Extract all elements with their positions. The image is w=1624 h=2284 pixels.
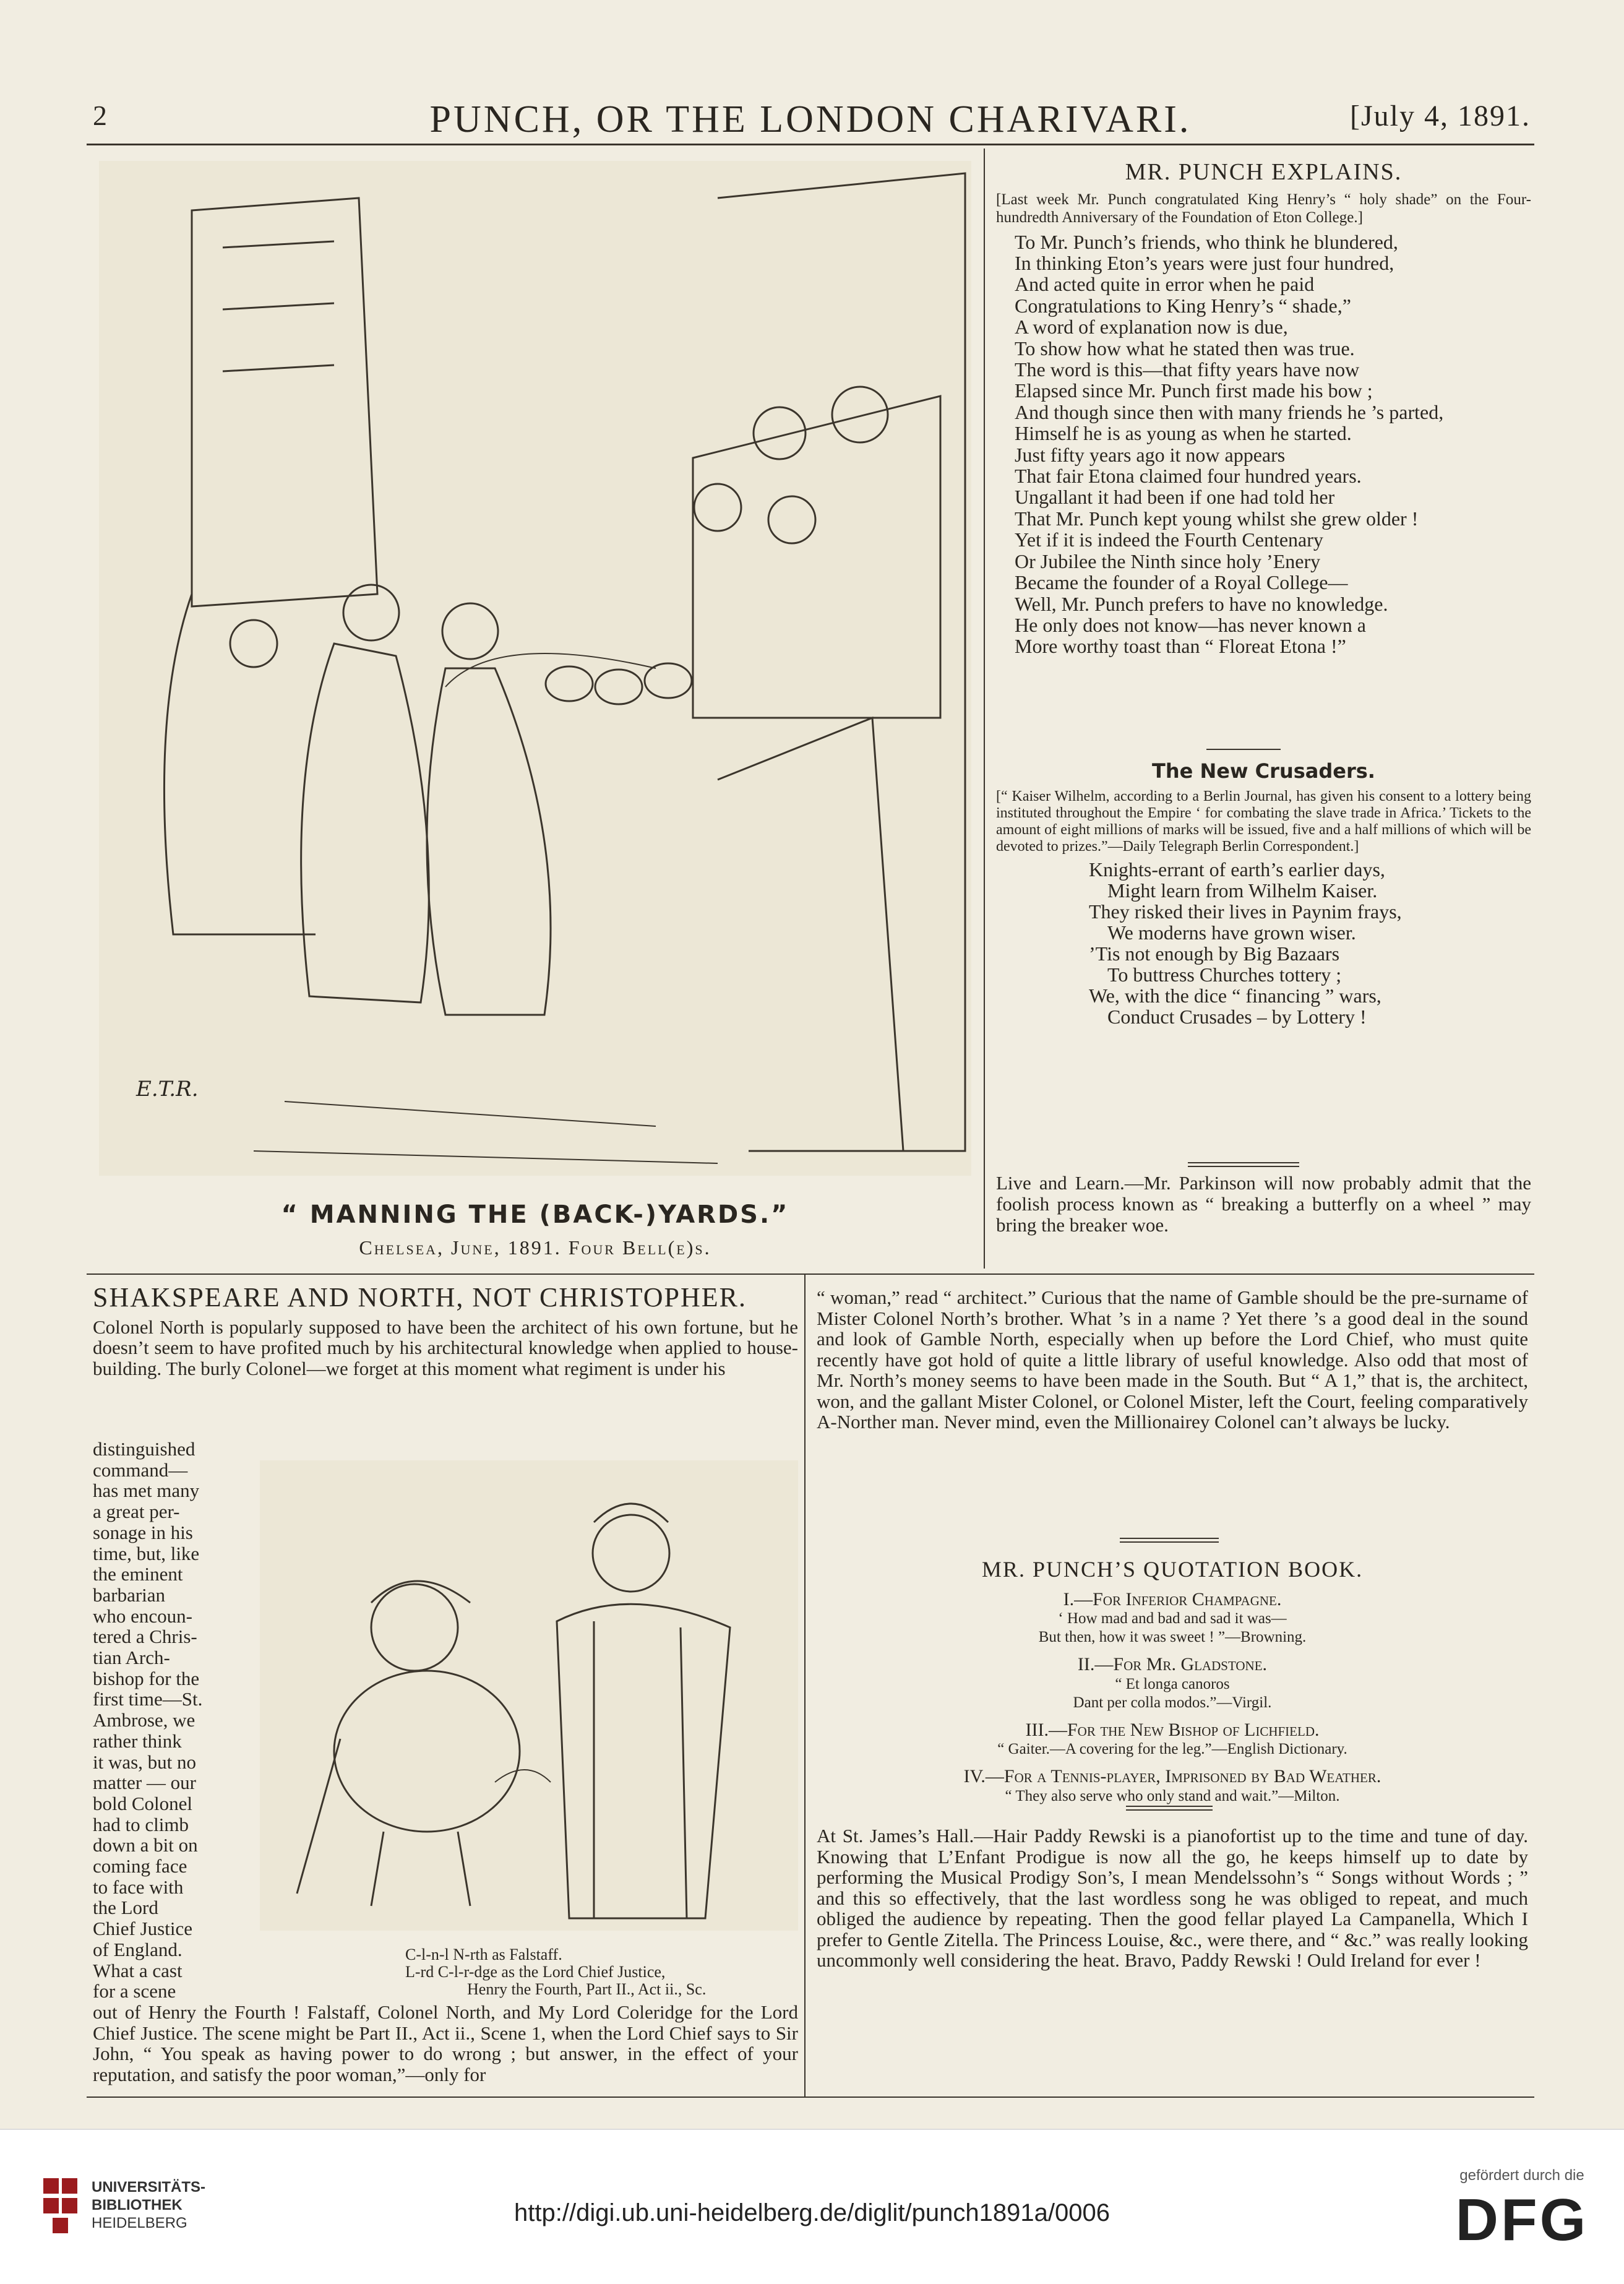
text-line: What a cast — [93, 1959, 183, 1981]
text-line: Chief Justice — [93, 1918, 192, 1940]
text-line: sonage in his — [93, 1521, 193, 1543]
poem-line: Well, Mr. Punch prefers to have no knowledge. — [1015, 592, 1388, 615]
divider — [1188, 1166, 1299, 1167]
page — [87, 93, 1534, 2098]
poem — [996, 231, 1531, 657]
text-line: rather think — [93, 1730, 182, 1752]
poem-line: That fair Etona claimed four hundred years. — [1015, 465, 1362, 488]
article-title: MR. PUNCH’S QUOTATION BOOK. — [981, 1557, 1364, 1582]
quotation-item — [817, 1720, 1528, 1759]
library-line: BIBLIOTHEK — [92, 2197, 183, 2213]
narrow-column — [93, 1439, 247, 2002]
poem-line: Just fifty years ago it now appears — [1015, 443, 1286, 466]
cartoon-manning-the-backyards — [99, 161, 971, 1176]
poem-line: We, with the dice “ financing ” wars, — [1089, 984, 1381, 1007]
column-rule-top — [984, 149, 985, 1269]
text-line: tered a Chris- — [93, 1626, 197, 1648]
page-number: 2 — [93, 100, 107, 131]
quotation-item — [817, 1766, 1528, 1806]
poem-line: That Mr. Punch kept young whilst she grew older ! — [1015, 507, 1419, 530]
text-line: barbarian — [93, 1584, 166, 1606]
quotation-heading: IV.—For a Tennis-player, Imprisoned by Bad Weather. — [963, 1766, 1381, 1787]
cartoon-illustration — [99, 161, 971, 1176]
poem-line: A word of explanation now is due, — [1015, 316, 1288, 338]
divider — [1188, 1162, 1299, 1163]
text-line: who encoun- — [93, 1605, 192, 1627]
text-line: coming face — [93, 1855, 187, 1877]
article-title: SHAKSPEARE AND NORTH, NOT CHRISTOPHER. — [93, 1282, 747, 1312]
poem-line: Might learn from Wilhelm Kaiser. — [1107, 879, 1378, 902]
poem-line: To buttress Churches tottery ; — [1107, 963, 1342, 986]
cartoon-subcaption: Chelsea, June, 1891. Four Bell(e)s. — [359, 1236, 711, 1259]
poem-line: They risked their lives in Paynim frays, — [1089, 900, 1402, 923]
cartoon-falstaff-and-chief-justice — [260, 1460, 798, 1931]
item-live-and-learn: Live and Learn.—Mr. Parkinson will now probably admit that the foolish process known as “ breaking a butterfly on a wheel ” may bring the breaker woe. — [996, 1172, 1531, 1236]
text-line: matter — our — [93, 1772, 197, 1794]
poem-line: Became the founder of a Royal College— — [1015, 571, 1348, 594]
divider — [1126, 1806, 1213, 1807]
issue-date: [July 4, 1891. — [1350, 100, 1531, 132]
poem-line: And acted quite in error when he paid — [1015, 273, 1315, 296]
text-line: first time—St. — [93, 1688, 203, 1710]
text-line: of England. — [93, 1938, 183, 1960]
poem-line: Congratulations to King Henry’s “ shade,” — [1015, 294, 1351, 317]
quotation-list — [817, 1589, 1528, 1806]
article-shakspeare-and-north — [93, 1282, 798, 1379]
quotation-text: ‘ How mad and bad and sad it was— — [1058, 1610, 1287, 1627]
quotation-text: “ Et longa canoros — [1115, 1675, 1230, 1692]
text-line: to face with — [93, 1876, 184, 1898]
text-line: tian Arch- — [93, 1647, 170, 1669]
quotation-text: “ They also serve who only stand and wait.”—Milton. — [1005, 1787, 1340, 1804]
masthead-title: PUNCH, OR THE LONDON CHARIVARI. — [429, 98, 1192, 140]
text-line: distinguished — [93, 1438, 195, 1460]
header-rule — [87, 144, 1534, 145]
text-line: Ambrose, we — [93, 1709, 195, 1731]
paragraph-continued: “ woman,” read “ architect.” Curious that the name of Gamble should be the pre-surname of Mister Colonel North’s brother. What ’s in a name ? Yet there ’s a good deal in the sound and look of Gamble North, especially when up before the Lord Chief, who must quite recently have got hold of quite a little library of useful knowledge. Also odd that most of Mr. North’s money seems to have been made in the South. But “ A 1,” that is, the architect, won, and the gallant Mister Colonel, or Colonel Mister, left the Court, feeling comparatively A-Norther man. Never mind, even the Millionairey Colonel can’t always be lucky. — [817, 1286, 1528, 1433]
caption-line: L-rd C-l-r-dge as the Lord Chief Justice, — [405, 1963, 666, 1981]
article-title: MR. PUNCH EXPLAINS. — [1125, 159, 1403, 185]
poem-line: Yet if it is indeed the Fourth Centenary — [1015, 528, 1323, 551]
library-line: UNIVERSITÄTS- — [92, 2179, 206, 2196]
quotation-heading: I.—For Inferior Champagne. — [1063, 1588, 1282, 1610]
article-quotation-book — [817, 1559, 1528, 1813]
editorial-note: [“ Kaiser Wilhelm, according to a Berlin Journal, has given his consent to a lottery being instituted throughout the Empire ‘ for combating the slave trade in Africa.’ Tickets to the amount of eight millions of marks will be issued, five and a half millions of which will be devoted to prizes.”—Daily Telegraph Berlin Correspondent.] — [996, 788, 1531, 855]
item-st-james-hall: At St. James’s Hall.—Hair Paddy Rewski is a pianofortist up to the time and tune of day. Knowing that L’Enfant Prodigue is now all the go, he keeps himself up to date by performing the Musical Prodigy Son’s, I mean Mendelssohn’s “ Songs without Words ; ” and this so effectively, that the last wordless song he was obliged to repeat, and much obliged the audience by repeating. Then the good fellar played La Campanella, Which I prefer to Gentle Zitella. The Princess Louise, &c., were there, and “ &c.” was really looking uncommonly well considering the heat. Bravo, Paddy Rewski ! Ould Ireland for ever ! — [817, 1825, 1528, 1971]
poem-line: Elapsed since Mr. Punch first made his bow ; — [1015, 379, 1373, 402]
artist-signature: E.T.R. — [136, 1077, 199, 1101]
text-line: bishop for the — [93, 1667, 200, 1689]
column-rule-bottom — [804, 1275, 806, 2098]
poem-line: To Mr. Punch’s friends, who think he blundered, — [1015, 230, 1398, 253]
quotation-heading: II.—For Mr. Gladstone. — [1077, 1654, 1268, 1675]
section-rule — [87, 1273, 1534, 1275]
poem-line: ’Tis not enough by Big Bazaars — [1089, 942, 1340, 965]
article-new-crusaders — [996, 761, 1531, 1027]
quotation-text: But then, how it was sweet ! ”—Browning. — [1038, 1629, 1307, 1646]
quotation-heading: III.—For the New Bishop of Lichfield. — [1025, 1719, 1320, 1740]
editorial-note: [Last week Mr. Punch congratulated King Henry’s “ holy shade” on the Four-hundredth Anniversary of the Foundation of Eton College.] — [996, 191, 1531, 226]
poem-line: Himself he is as young as when he started. — [1015, 422, 1352, 445]
cartoon-caption: “ MANNING THE (BACK-)YARDS.” — [281, 1200, 789, 1229]
poem-line: Knights-errant of earth’s earlier days, — [1089, 858, 1385, 881]
divider — [1126, 1809, 1213, 1811]
poem — [996, 859, 1531, 1027]
poem-line: In thinking Eton’s years were just four hundred, — [1015, 252, 1394, 274]
poem-line: And though since then with many friends he ’s parted, — [1015, 400, 1444, 423]
quotation-item — [817, 1654, 1528, 1712]
text-line: a great per- — [93, 1501, 180, 1523]
article-title: The New Crusaders. — [1152, 759, 1375, 783]
divider — [1206, 749, 1281, 750]
quotation-text: “ Gaiter.—A covering for the leg.”—English Dictionary. — [997, 1741, 1347, 1758]
poem-line: Or Jubilee the Ninth since holy ’Enery — [1015, 549, 1321, 572]
text-line: the eminent — [93, 1563, 183, 1585]
text-line: time, but, like — [93, 1542, 200, 1564]
quotation-text: Dant per colla modos.”—Virgil. — [1073, 1694, 1272, 1711]
funding-note: gefördert durch die — [1459, 2167, 1584, 2184]
text-line: the Lord — [93, 1897, 158, 1919]
cartoon-illustration — [260, 1460, 798, 1931]
paragraph: Colonel North is popularly supposed to have been the architect of his own fortune, but he doesn’t seem to have profited much by his architectural knowledge when applied to house-building. The burly Colonel—we forget at this moment what regiment is under his — [93, 1316, 798, 1379]
quotation-item — [817, 1589, 1528, 1647]
poem-line: He only does not know—has never known a — [1015, 613, 1366, 636]
poem-line: We moderns have grown wiser. — [1107, 921, 1356, 944]
library-line: HEIDELBERG — [92, 2215, 187, 2231]
text-line: command— — [93, 1459, 188, 1481]
paragraph: out of Henry the Fourth ! Falstaff, Colonel North, and My Lord Coleridge for the Lord Chief Justice. The scene might be Part II., Act ii., Scene 1, when the Lord Chief says to Sir John, “ You speak as having power to do wrong ; but answer, in the effect of your reputation, and satisfy the poor woman,”—only for — [93, 2001, 798, 2085]
caption-line: C-l-n-l N-rth as Falstaff. — [405, 1946, 562, 1963]
text-line: bold Colonel — [93, 1792, 193, 1814]
text-line: for a scene — [93, 1980, 176, 2002]
cartoon-caption — [405, 1946, 776, 1998]
caption-line: Henry the Fourth, Part II., Act ii., Sc. — [467, 1980, 707, 1998]
poem-line: More worthy toast than “ Floreat Etona !” — [1015, 635, 1346, 658]
page-bottom-rule — [87, 2097, 1534, 2098]
text-line: had to climb — [93, 1813, 189, 1835]
digitization-footer — [0, 2129, 1624, 2284]
page-header — [87, 93, 1534, 149]
text-line: it was, but no — [93, 1751, 197, 1773]
poem-line: The word is this—that fifty years have now — [1015, 358, 1360, 381]
poem-line: Ungallant it had been if one had told her — [1015, 486, 1335, 509]
poem-line: To show how what he stated then was true. — [1015, 337, 1355, 360]
dfg-logo: DFG — [1455, 2187, 1589, 2253]
poem-line: Conduct Crusades – by Lottery ! — [1107, 1005, 1367, 1028]
divider — [1120, 1541, 1219, 1543]
text-line: down a bit on — [93, 1834, 198, 1856]
permalink-url[interactable]: http://digi.ub.uni-heidelberg.de/diglit/punch1891a/0006 — [514, 2199, 1110, 2226]
text-line: has met many — [93, 1480, 200, 1502]
article-mr-punch-explains — [996, 159, 1531, 658]
divider — [1120, 1538, 1219, 1539]
